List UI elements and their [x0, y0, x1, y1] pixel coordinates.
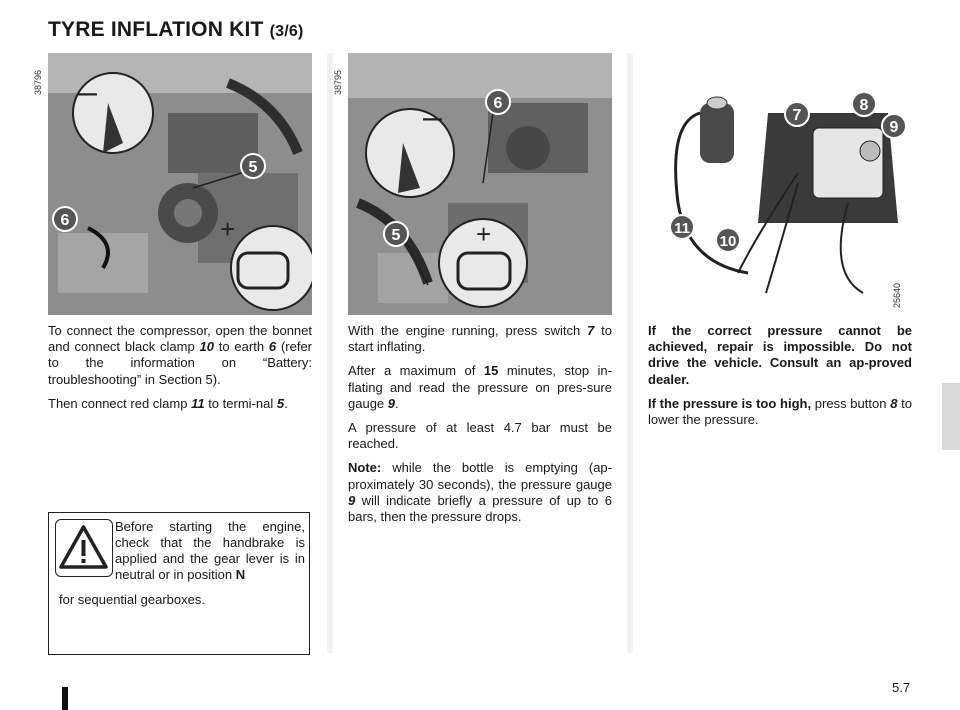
svg-text:–: – — [423, 98, 442, 136]
svg-text:+: + — [220, 214, 236, 244]
warning-text-last: for sequential gearboxes. — [59, 592, 205, 607]
callout-8 — [852, 92, 876, 116]
svg-text:–: – — [78, 73, 97, 111]
callout-10 — [716, 228, 740, 252]
title-sub: (3/6) — [269, 23, 304, 40]
svg-text:5: 5 — [391, 227, 401, 244]
section-tab — [942, 383, 960, 450]
svg-text:10: 10 — [719, 233, 737, 250]
page-marker — [62, 687, 68, 710]
warning-box — [48, 512, 310, 655]
col2-paragraph-2: After a maximum of 15 minutes, stop in-flating and read the pressure on pres-sure gauge 9. — [348, 363, 612, 411]
image-ref-2: 38795 — [333, 69, 343, 95]
image-ref-1: 38796 — [33, 69, 43, 95]
image-ref-3: 25640 — [892, 282, 902, 308]
warning-text: Before starting the engine, check that the handbrake is applied and the gear lever is in neutral or in position N — [115, 519, 305, 582]
svg-text:8: 8 — [859, 97, 869, 114]
col1-paragraph-1: To connect the compressor, open the bonnet and connect black clamp 10 to earth 6 (refer to the information on “Battery: troubleshooting” in Section 5). — [48, 323, 312, 387]
callout-11 — [670, 215, 694, 239]
svg-text:6: 6 — [60, 212, 70, 229]
column-divider-1 — [327, 53, 333, 653]
svg-text:11: 11 — [674, 220, 690, 237]
callout-5-img1 — [241, 154, 265, 178]
col1-paragraph-2: Then connect red clamp 11 to termi-nal 5. — [48, 395, 288, 411]
svg-text:6: 6 — [493, 95, 503, 112]
svg-text:7: 7 — [792, 107, 802, 124]
col3-paragraph-2: If the pressure is too high, press button 8 to lower the pressure. — [648, 395, 912, 428]
col2-paragraph-1: With the engine running, press switch 7 to start inflating. — [348, 323, 612, 355]
svg-text:+: + — [476, 219, 492, 249]
col2-paragraph-3: A pressure of at least 4.7 bar must be reached. — [348, 420, 612, 452]
callout-6-img1 — [53, 207, 77, 231]
svg-text:9: 9 — [889, 119, 899, 136]
page-number: 5.7 — [892, 680, 911, 695]
column-3-text — [648, 323, 912, 436]
col2-paragraph-4: Note: while the bottle is emptying (ap-proximately 30 seconds), the pressure gauge 9 will indicate briefly a pressure of up to 6 bars, then the pressure drops. — [348, 460, 612, 525]
callout-5-img2 — [384, 222, 408, 246]
column-1-text — [48, 323, 312, 420]
col3-paragraph-1: If the correct pressure cannot be achieved, repair is impossible. Do not drive the vehicle. Consult an ap-proved dealer. — [648, 323, 912, 387]
column-divider-2 — [627, 53, 633, 653]
column-2-text — [348, 323, 612, 533]
svg-text:5: 5 — [248, 159, 258, 176]
callout-7 — [785, 102, 809, 126]
title-main: TYRE INFLATION KIT — [48, 18, 264, 41]
callout-9 — [882, 114, 906, 138]
callout-6-img2 — [486, 90, 510, 114]
warning-triangle-icon — [55, 519, 113, 577]
